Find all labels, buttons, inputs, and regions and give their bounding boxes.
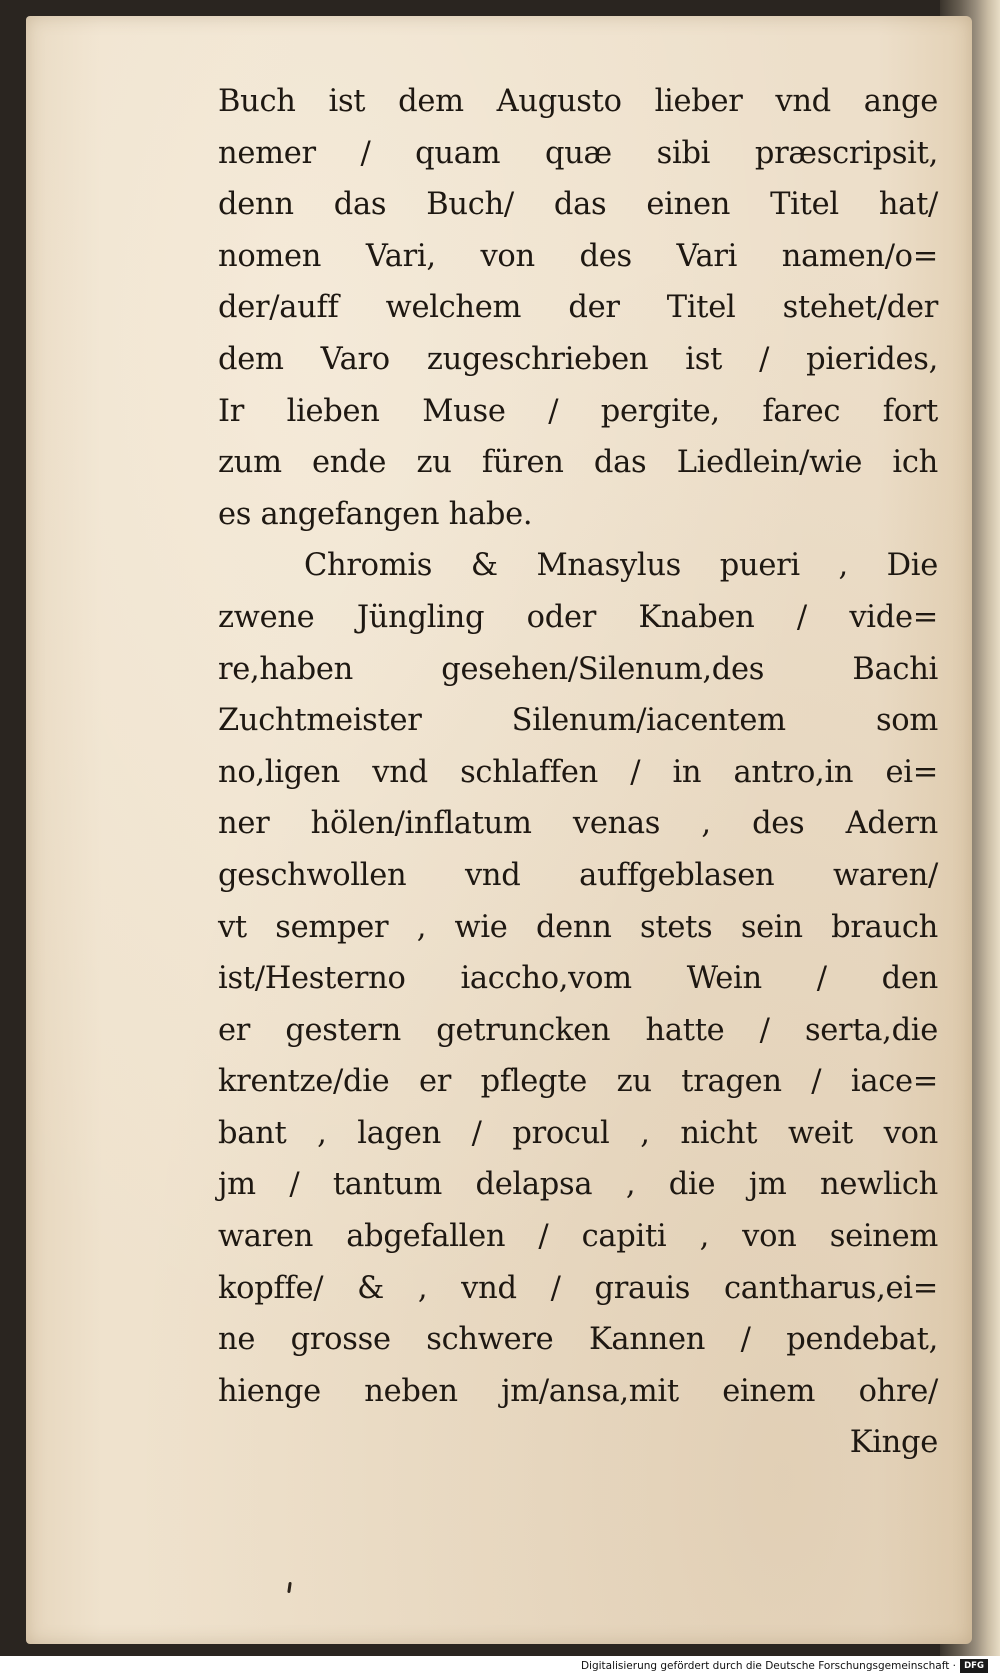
book-page xyxy=(26,16,972,1644)
text-line: jm / tantum delapsa , die jm newlich xyxy=(218,1167,938,1203)
text-line: ist/Hesterno iaccho,vom Wein / den xyxy=(218,961,938,997)
catchword: Kinge xyxy=(849,1425,938,1461)
funding-credit: Digitalisierung gefördert durch die Deutsche Forschungsgemeinschaft · xyxy=(580,1660,956,1672)
ink-speck xyxy=(287,1582,292,1593)
text-line: nomen Vari, von des Vari namen/o= xyxy=(218,238,938,274)
paragraph-start-line: Chromis & Mnasylus pueri , Die xyxy=(304,548,938,584)
text-line: denn das Buch/ das einen Titel hat/ xyxy=(218,187,938,223)
text-line: waren abgefallen / capiti , von seinem xyxy=(218,1219,938,1255)
text-line: kopffe/ & , vnd / grauis cantharus,ei= xyxy=(218,1270,938,1306)
text-line: ner hölen/inflatum venas , des Adern xyxy=(218,806,938,842)
text-line: krentze/die er pflegte zu tragen / iace= xyxy=(218,1064,938,1100)
text-line: zum ende zu füren das Liedlein/wie ich xyxy=(218,445,938,481)
text-line: er gestern getruncken hatte / serta,die xyxy=(218,1012,938,1048)
text-line: no,ligen vnd schlaffen / in antro,in ei= xyxy=(218,754,938,790)
text-line: vt semper , wie denn stets sein brauch xyxy=(218,909,938,945)
digitization-footer xyxy=(0,1656,1000,1677)
body-text xyxy=(218,76,938,1469)
text-line: ne grosse schwere Kannen / pendebat, xyxy=(218,1322,938,1358)
text-line: Zuchtmeister Silenum/iacentem som xyxy=(218,703,938,739)
text-line: es angefangen habe. xyxy=(218,496,533,532)
text-line: dem Varo zugeschrieben ist / pierides, xyxy=(218,341,938,377)
text-line: bant , lagen / procul , nicht weit von xyxy=(218,1115,938,1151)
text-line: der/auff welchem der Titel stehet/der xyxy=(218,290,938,326)
text-line: hienge neben jm/ansa,mit einem ohre/ xyxy=(218,1373,938,1409)
text-line: Ir lieben Muse / pergite, farec fort xyxy=(218,393,938,429)
text-line: re,haben gesehen/Silenum,des Bachi xyxy=(218,651,938,687)
text-line: Buch ist dem Augusto lieber vnd ange xyxy=(218,84,938,119)
dfg-logo: DFG xyxy=(960,1659,988,1673)
text-line: zwene Jüngling oder Knaben / vide= xyxy=(218,599,938,635)
text-line: nemer / quam quæ sibi præscripsit, xyxy=(218,135,938,171)
text-line: geschwollen vnd auffgeblasen waren/ xyxy=(218,857,938,893)
